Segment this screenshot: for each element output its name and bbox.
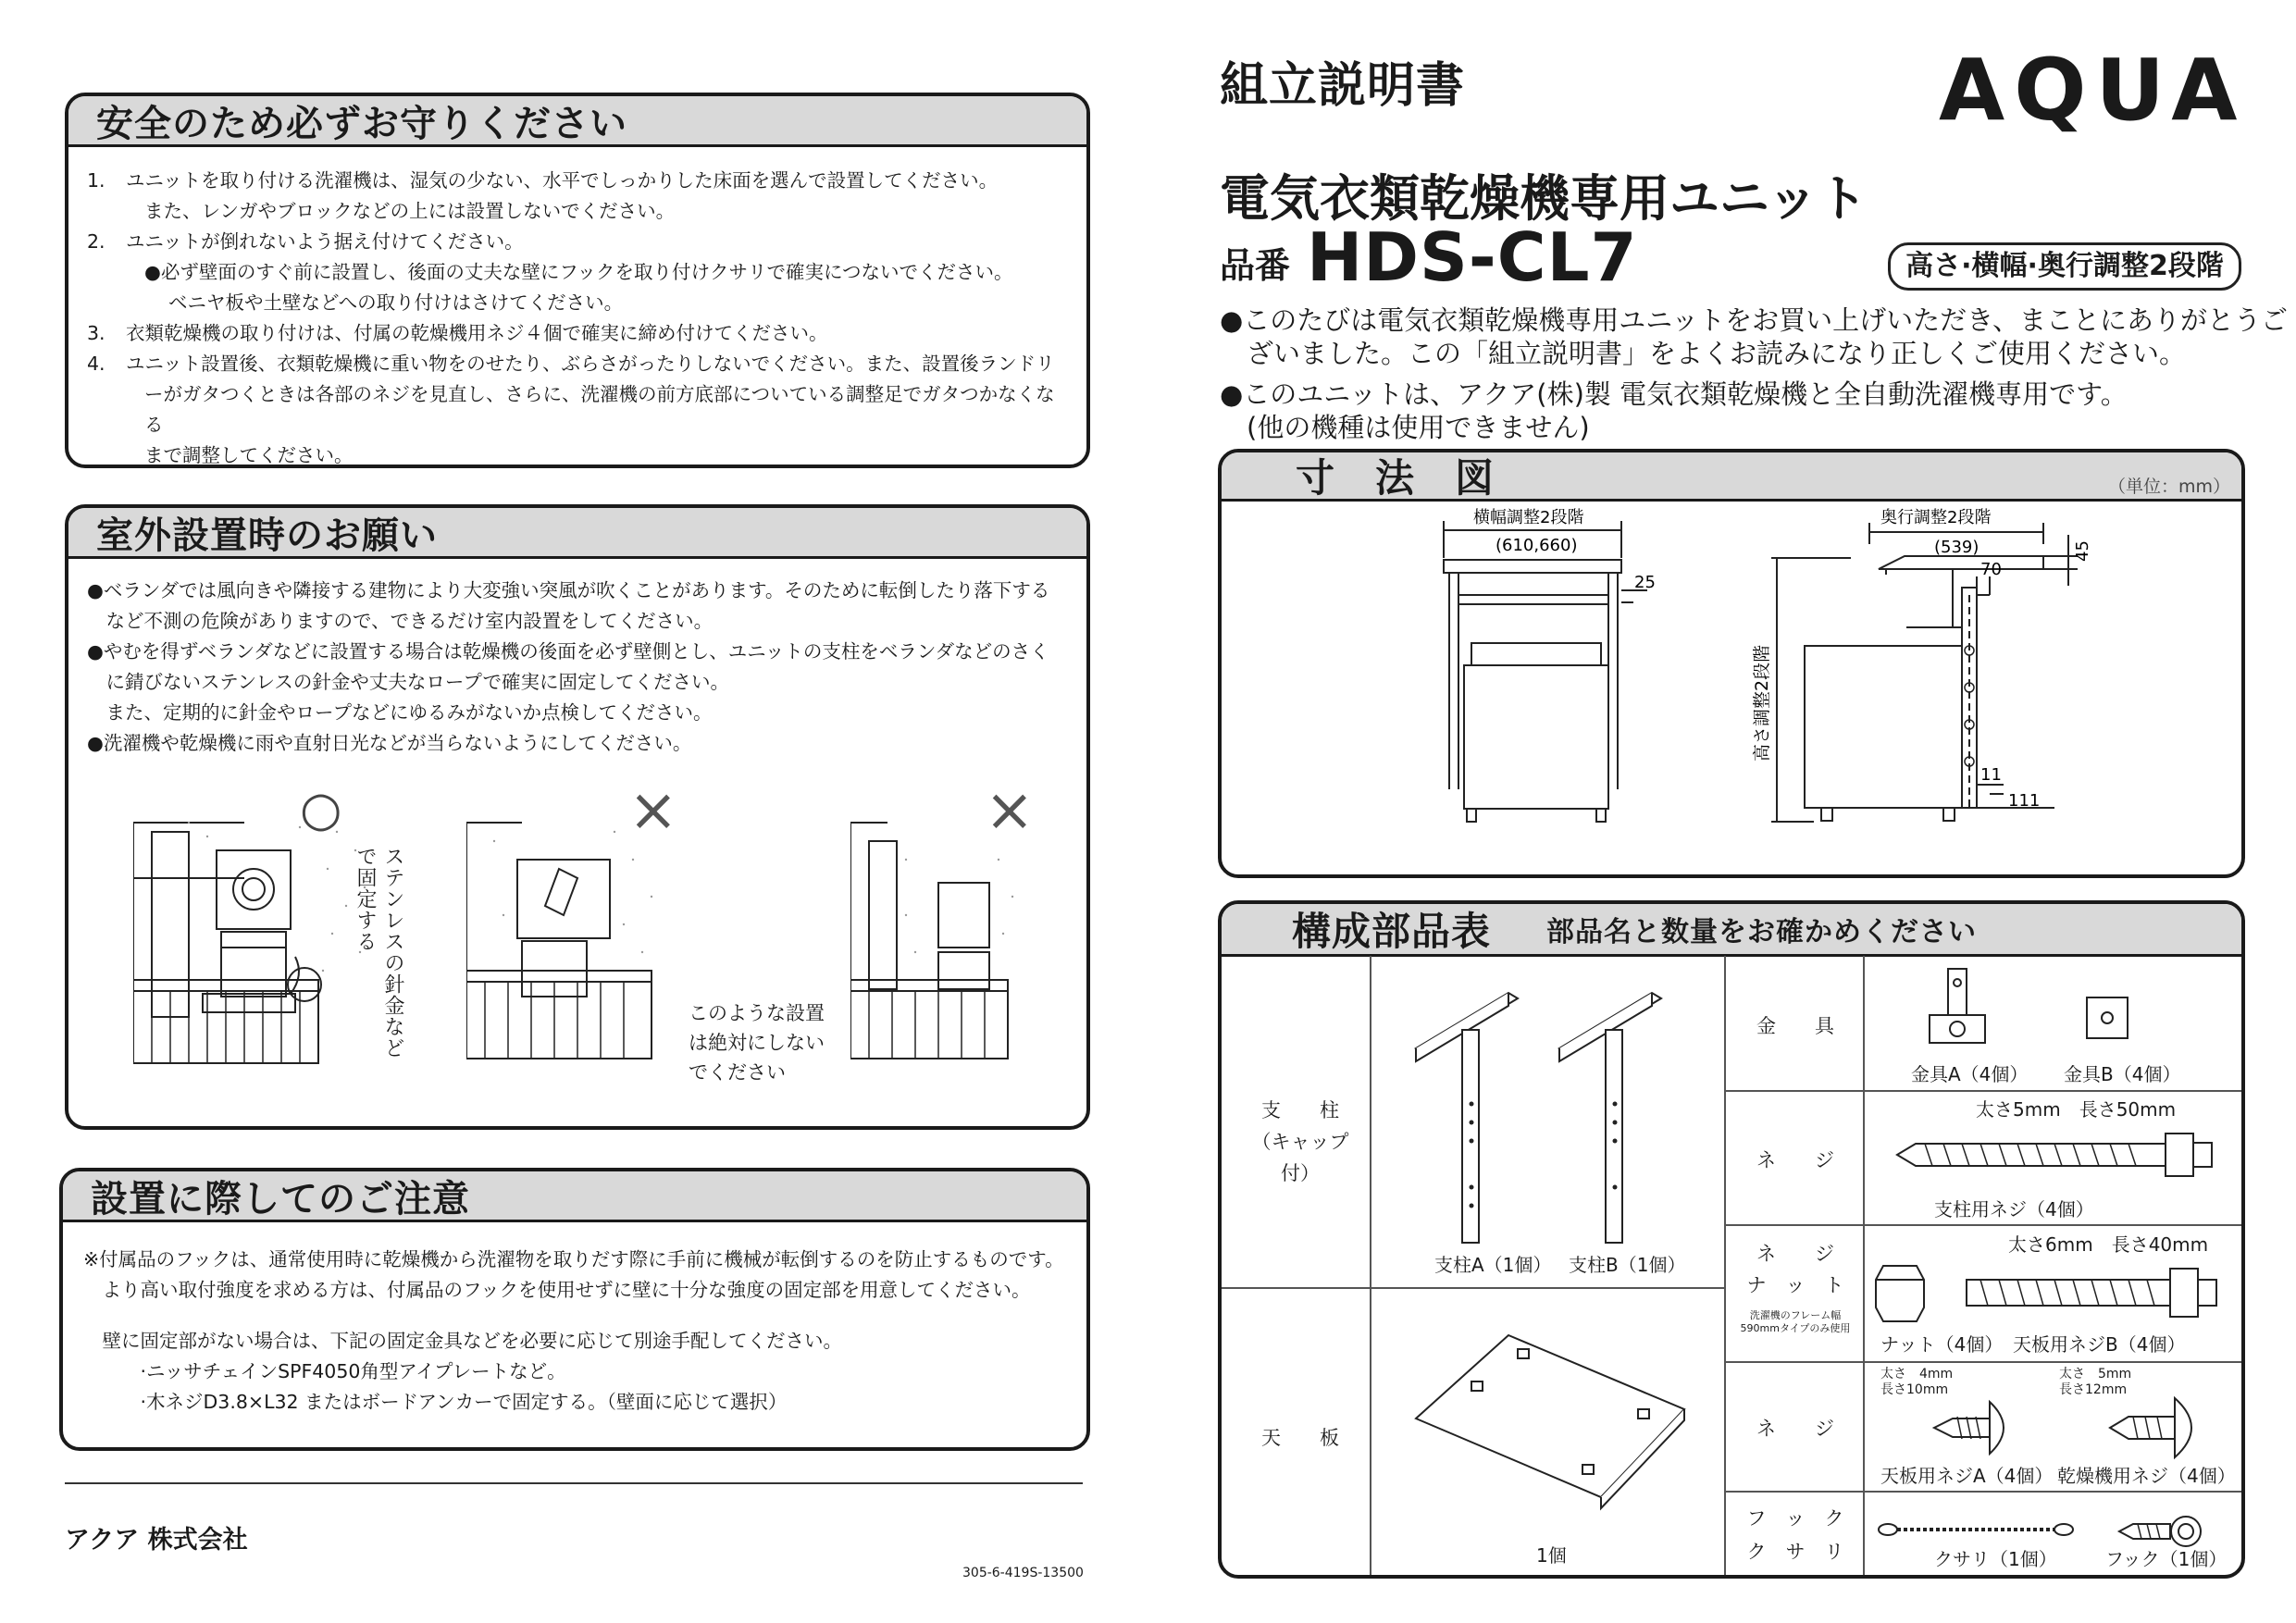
width-values: (610,660) <box>1496 536 1578 555</box>
safety-section <box>65 93 1090 468</box>
pillar-a-illustration <box>1407 974 1555 1252</box>
ok-mark: ○ <box>300 782 342 837</box>
list-item: ·木ネジD3.8×L32 またはボードアンカーで固定する。（壁面に応じて選択） <box>83 1391 788 1413</box>
pillar-b-illustration <box>1550 974 1698 1252</box>
outdoor-title: 室外設置時のお願い <box>68 508 1086 559</box>
list-item: まで調整してください。 <box>144 444 354 466</box>
company-name: アクア 株式会社 <box>65 1526 248 1555</box>
parts-title: 構成部品表 <box>1292 909 1492 954</box>
screw3b-size: 太さ 5mm 長さ12mm <box>2059 1367 2132 1397</box>
nut-caption: ナット（4個） <box>1880 1333 2004 1356</box>
safety-title: 安全のため必ずお守りください <box>68 96 1086 147</box>
bracket-a-illustration <box>1911 960 2013 1061</box>
screw3a-caption: 天板用ネジA（4個） <box>1880 1465 2054 1487</box>
chain-illustration <box>1874 1511 2078 1548</box>
divider <box>65 1482 1083 1484</box>
top-board-qty: 1個 <box>1536 1544 1567 1567</box>
caution-list <box>63 1222 1086 1418</box>
outdoor-list <box>68 559 1086 759</box>
safety-list <box>68 147 1086 468</box>
list-item: ベニヤ板や土壁などへの取り付けはさけてください。 <box>168 291 624 314</box>
list-item: 4. ユニット設置後、衣類乾燥機に重い物をのせたり、ぶらさがったりしないでください。また、設置後ランドリ <box>87 353 1055 375</box>
pillar-b-caption: 支柱B（1個） <box>1569 1254 1686 1276</box>
dim-25: 25 <box>1634 573 1656 592</box>
depth-adjust-label: 奥行調整2段階 <box>1880 508 1992 527</box>
intro-text: ●このたびは電気衣類乾燥機専用ユニットをお買い上げいただき、まことにありがとうご ざいました。この「組立説明書」をよくお読みになり正しくご使用ください。 ●このユニットは、アクア(株)製 電気衣類乾燥機と全自動洗濯機専用です。 (他の機種は使用できません) <box>1220 304 2288 443</box>
hook-chain-label: フ ッ ク ク サ リ <box>1746 1507 1844 1563</box>
list-item: ーがガタつくときは各部のネジを見直し、さらに、洗濯機の前方底部についている調整足でガタつかなくなる <box>144 383 1055 436</box>
bracket-a-caption: 金具A（4個） <box>1911 1063 2029 1085</box>
list-item: より高い取付強度を求める方は、付属品のフックを使用せずに壁に十分な強度の固定部を用意してください。 <box>83 1279 1031 1301</box>
depth-value: (539) <box>1934 538 1980 557</box>
tabletop-screw-a-illustration <box>1925 1391 2027 1465</box>
pillar-screw-illustration <box>1888 1122 2221 1187</box>
width-adjust-label: 横幅調整2段階 <box>1473 508 1584 527</box>
hook-caption: フック（1個） <box>2105 1548 2228 1570</box>
model-label: 品番 <box>1220 245 1291 286</box>
list-item: ●やむを得ずベランダなどに設置する場合は乾燥機の後面を必ず壁側とし、ユニットの支柱をベランダなどのさく <box>87 640 1049 663</box>
height-adjust-label: 高さ調整2段階 <box>1752 644 1772 762</box>
chain-caption: クサリ（1個） <box>1934 1548 2057 1570</box>
unit-label: （単位：mm） <box>2107 477 2230 497</box>
ng-note: このような設置 は絶対にしない でください <box>689 1002 825 1084</box>
screw3a-size: 太さ 4mm 長さ10mm <box>1880 1367 1954 1397</box>
nut-screw-note: 洗濯機のフレーム幅 590mmタイプのみ使用 <box>1740 1309 1851 1334</box>
list-item: また、定期的に針金やロープなどにゆるみがないか点検してください。 <box>87 701 713 724</box>
list-item: ·ニッサチェインSPF4050角型アイプレートなど。 <box>83 1360 566 1382</box>
list-item <box>83 1306 1064 1326</box>
dimension-drawing <box>1222 502 2241 873</box>
outdoor-section <box>65 504 1090 1130</box>
nut-illustration <box>1874 1257 1930 1331</box>
parts-header <box>1222 904 2241 957</box>
screw1-size: 太さ5mm 長さ50mm <box>1976 1098 2177 1121</box>
list-item: 3. 衣類乾燥機の取り付けは、付属の乾燥機用ネジ４個で確実に締め付けてください。 <box>87 322 828 344</box>
dimensions-title: 寸 法 図 <box>1222 452 2241 502</box>
list-item: に錆びないステンレスの針金や丈夫なロープで確実に固定してください。 <box>87 671 730 693</box>
list-item: 1. ユニットを取り付ける洗濯機は、湿気の少ない、水平でしっかりした床面を選んで設置してください。 <box>87 169 999 192</box>
ok-note: ステンレスの針金などで固定する <box>354 846 404 1059</box>
list-item: また、レンガやブロックなどの上には設置しないでください。 <box>144 200 676 222</box>
dryer-screw-illustration <box>2101 1391 2212 1465</box>
screw2-size: 太さ6mm 長さ40mm <box>2008 1233 2209 1256</box>
top-board-illustration <box>1407 1317 1703 1530</box>
adjust-badge: 高さ·横幅·奥行調整2段階 <box>1888 242 2241 291</box>
brand-logo: AQUA <box>1939 41 2247 140</box>
model-number: HDS-CL7 <box>1307 218 1638 296</box>
dim-111: 111 <box>2008 791 2041 811</box>
dim-45: 45 <box>2073 540 2092 562</box>
dimensions-section <box>1218 449 2245 878</box>
top-board-label: 天 板 <box>1261 1427 1339 1449</box>
bracket-b-illustration <box>2073 984 2147 1058</box>
screw1-caption: 支柱用ネジ（4個） <box>1934 1198 2094 1220</box>
nut-screw-label: ネ ジ ナ ッ ト <box>1746 1243 1844 1296</box>
screw-label: ネ ジ <box>1756 1149 1834 1171</box>
product-name: 電気衣類乾燥機専用ユニット <box>1220 169 1868 228</box>
doc-code: 305-6-419S-13500 <box>962 1566 1084 1580</box>
ng-mark-1: × <box>628 776 678 845</box>
list-item: ※付属品のフックは、通常使用時に乾燥機から洗濯物を取りだす際に手前に機械が転倒するのを防止するものです。 <box>83 1248 1064 1270</box>
tabletop-screw-b-illustration <box>1957 1261 2226 1326</box>
caution-title: 設置に際してのご注意 <box>63 1171 1086 1222</box>
bracket-label: 金 具 <box>1756 1015 1834 1037</box>
doc-title: 組立説明書 <box>1220 58 1466 114</box>
parts-section <box>1218 900 2245 1579</box>
pillar-a-caption: 支柱A（1個） <box>1434 1254 1552 1276</box>
list-item: 2. ユニットが倒れないよう据え付けてください。 <box>87 230 524 253</box>
small-screw-label: ネ ジ <box>1756 1418 1834 1440</box>
list-item: など不測の危険がありますので、できるだけ室内設置をしてください。 <box>87 610 714 632</box>
parts-subtitle: 部品名と数量をお確かめください <box>1546 916 1978 948</box>
parts-table <box>1222 956 2241 1575</box>
caution-section <box>59 1168 1090 1451</box>
list-item: 壁に固定部がない場合は、下記の固定金具などを必要に応じて別途手配してください。 <box>83 1330 842 1352</box>
bracket-b-caption: 金具B（4個） <box>2064 1063 2181 1085</box>
dim-70: 70 <box>1980 560 2002 579</box>
screw2-caption: 天板用ネジB（4個） <box>2013 1333 2186 1356</box>
pillar-label: 支 柱 （キャップ付） <box>1251 1099 1349 1184</box>
ng-mark-2: × <box>985 776 1035 845</box>
screw3b-caption: 乾燥機用ネジ（4個） <box>2057 1465 2236 1487</box>
list-item: ●ベランダでは風向きや隣接する建物により大変強い突風が吹くことがあります。そのために転倒したり落下する <box>87 579 1050 601</box>
list-item: ●必ず壁面のすぐ前に設置し、後面の丈夫な壁にフックを取り付けクサリで確実につないでください。 <box>144 261 1013 283</box>
dim-11: 11 <box>1980 765 2002 785</box>
list-item: ●洗濯機や乾燥機に雨や直射日光などが当らないようにしてください。 <box>87 732 692 754</box>
